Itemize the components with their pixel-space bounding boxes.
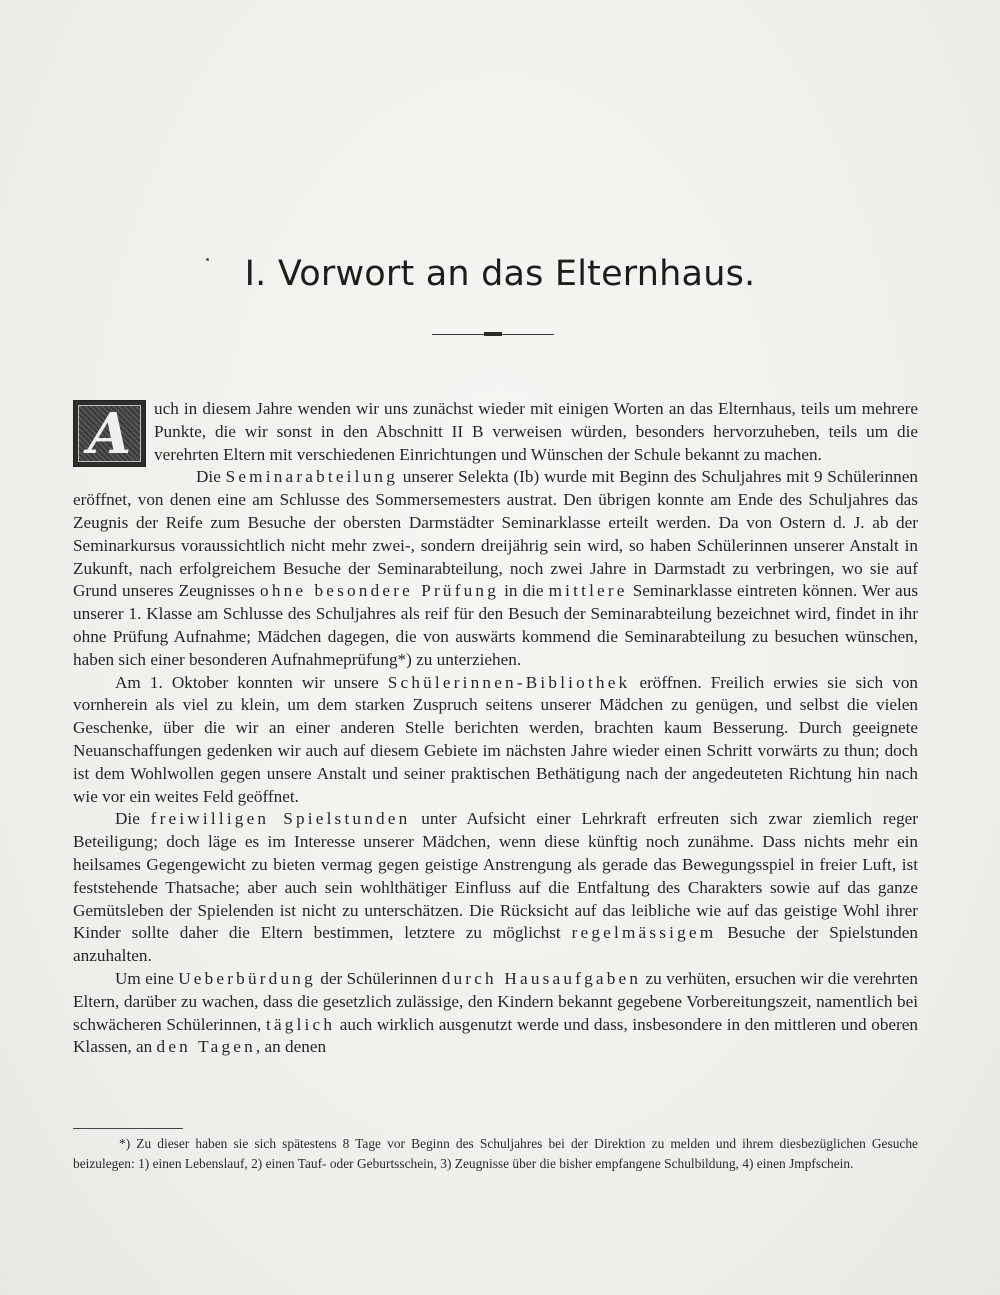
paragraph-3 <box>73 672 918 809</box>
text-run: Besuche der Spielstunden anzuhalten. <box>73 923 918 966</box>
text-run: eröffnen. Freilich erwies sie sich von vornherein als viel zu klein, um dem starken Zuspruch seitens unserer Mädchen zu genügen, und selbst die vielen Geschenke, über die wir an einer anderen Stelle berichten werden, brachten kaum Besserung. Durch geeignete Neuanschaffungen gedenken wir auch auf diesem Gebiete im nächsten Jahre wieder einen Schritt vorwärts zu thun; doch ist dem Wohlwollen gegen unsere Anstalt und seiner praktischen Bethätigung nach der angedeuteten Richtung hin nach wie vor ein weites Feld geöffnet. <box>73 672 919 806</box>
spaced-emphasis: Seminarabteilung <box>225 467 399 487</box>
spaced-emphasis: Ueberbürdung <box>178 968 316 988</box>
decorated-initial <box>73 400 146 467</box>
paragraph-5 <box>73 968 918 1059</box>
paragraph-2 <box>73 466 918 671</box>
spaced-emphasis: ohne besondere Prüfung <box>260 581 500 601</box>
body-text <box>73 398 918 1059</box>
text-run: unter Aufsicht einer Lehrkraft erfreuten sich zwar ziemlich reger Beteiligung; doch läge es im Interesse unserer Mädchen, wenn diese künftig noch zunähme. Dass nichts mehr ein heilsames Gegengewicht zu bieten vermag gegen geistige Anstrengung als gerade das Bewegungsspiel in freier Luft, ist feststehende Thatsache; aber auch sein wohlthätiger Einfluss auf die Entfaltung des Charakters sowie auf das ganze Gemütsleben der Spielenden ist nicht zu unterschätzen. Die Rücksicht auf das leibliche wie auf das geistige Wohl ihrer Kinder sollte daher die Eltern bestimmen, letztere zu möglichst <box>73 809 919 943</box>
spaced-emphasis: täglich <box>265 1014 336 1034</box>
spaced-emphasis: mittlere <box>548 581 628 601</box>
text-run: Die <box>196 467 221 487</box>
paragraph-1-text: uch in diesem Jahre wenden wir uns zunächst wieder mit einigen Worten an das Elternhaus, teils um mehrere Punkte, die wir sonst in den Abschnitt II B verweisen würden, besonders hervorzuheben, teils um die verehrten Eltern mit verschiedenen Einrichtungen und Wünschen der Schule bekannt zu machen. <box>154 399 918 464</box>
text-run: , an denen <box>255 1037 327 1057</box>
text-run: Um eine <box>115 968 174 988</box>
text-run: zu verhüten, ersuchen wir die verehrten Eltern, darüber zu wachen, dass die gesetzlich zulässige, den Kindern bekannt gegebene Vorbereitungszeit, namentlich bei schwächeren Schülerinnen, <box>73 968 918 1034</box>
page-title: I. Vorwort an das Elternhaus. <box>244 254 756 294</box>
spaced-emphasis: den Tagen <box>156 1037 256 1057</box>
paragraph-4 <box>73 808 918 968</box>
spaced-emphasis: Schülerinnen-Bibliothek <box>387 672 631 692</box>
text-run: Am 1. Oktober konnten wir unsere <box>115 672 379 692</box>
text-run: in die <box>504 581 544 601</box>
spaced-emphasis: freiwilligen Spielstunden <box>150 809 411 829</box>
spaced-emphasis: regelmässigem <box>571 923 717 943</box>
text-run: Die <box>115 809 140 829</box>
text-run: Seminarklasse eintreten können. Wer aus unserer 1. Klasse am Schlusse des Schuljahres als reif für den Besuch der Seminarabteilung bezeichnet wird, findet in ihr ohne Prüfung Aufnahme; Mädchen dagegen, die von auswärts kommend die Seminarabteilung zu besuchen wünschen, haben sich einer besonderen Aufnahmeprüfung*) zu unterziehen. <box>73 581 919 669</box>
spaced-emphasis: durch Hausaufgaben <box>441 968 642 988</box>
paragraph-1 <box>73 398 918 466</box>
text-run: auch wirklich ausgenutzt werde und dass, insbesondere in den mittleren und oberen Klassen, an <box>73 1014 918 1057</box>
text-run: der Schülerinnen <box>320 968 438 988</box>
footnote: *) Zu dieser haben sie sich spätestens 8 Tage vor Beginn des Schuljahres bei der Direktion zu melden und ihrem diesbezüglichen Gesuche beizulegen: 1) einen Lebenslauf, 2) einen Tauf- oder Geburtsschein, 3) Zeugnisse über die bisher empfangene Schulbildung, 4) einen Jmpfschein. <box>73 1136 918 1171</box>
footnote-rule <box>73 1128 183 1129</box>
text-run: unserer Selekta (Ib) wurde mit Beginn des Schuljahres mit 9 Schülerinnen eröffnet, von denen eine am Schlusse des Sommersemesters austrat. Den übrigen konnte am Ende des Schuljahres das Zeugnis der Reife zum Besuche der obersten Darmstädter Seminarklasse erteilt werden. Da von Ostern d. J. ab der Seminarkursus voraussichtlich nicht mehr zwei-, sondern dreijährig sein wird, so haben Schülerinnen unserer Anstalt in Zukunft, nach erfolgreichem Besuche der Seminarabteilung, noch zwei Jahre in Darmstadt zu verbringen, wo sie auf Grund unseres Zeugnisses <box>73 467 918 601</box>
title-divider-ornament <box>484 332 502 336</box>
initial-letter: A <box>87 400 132 467</box>
